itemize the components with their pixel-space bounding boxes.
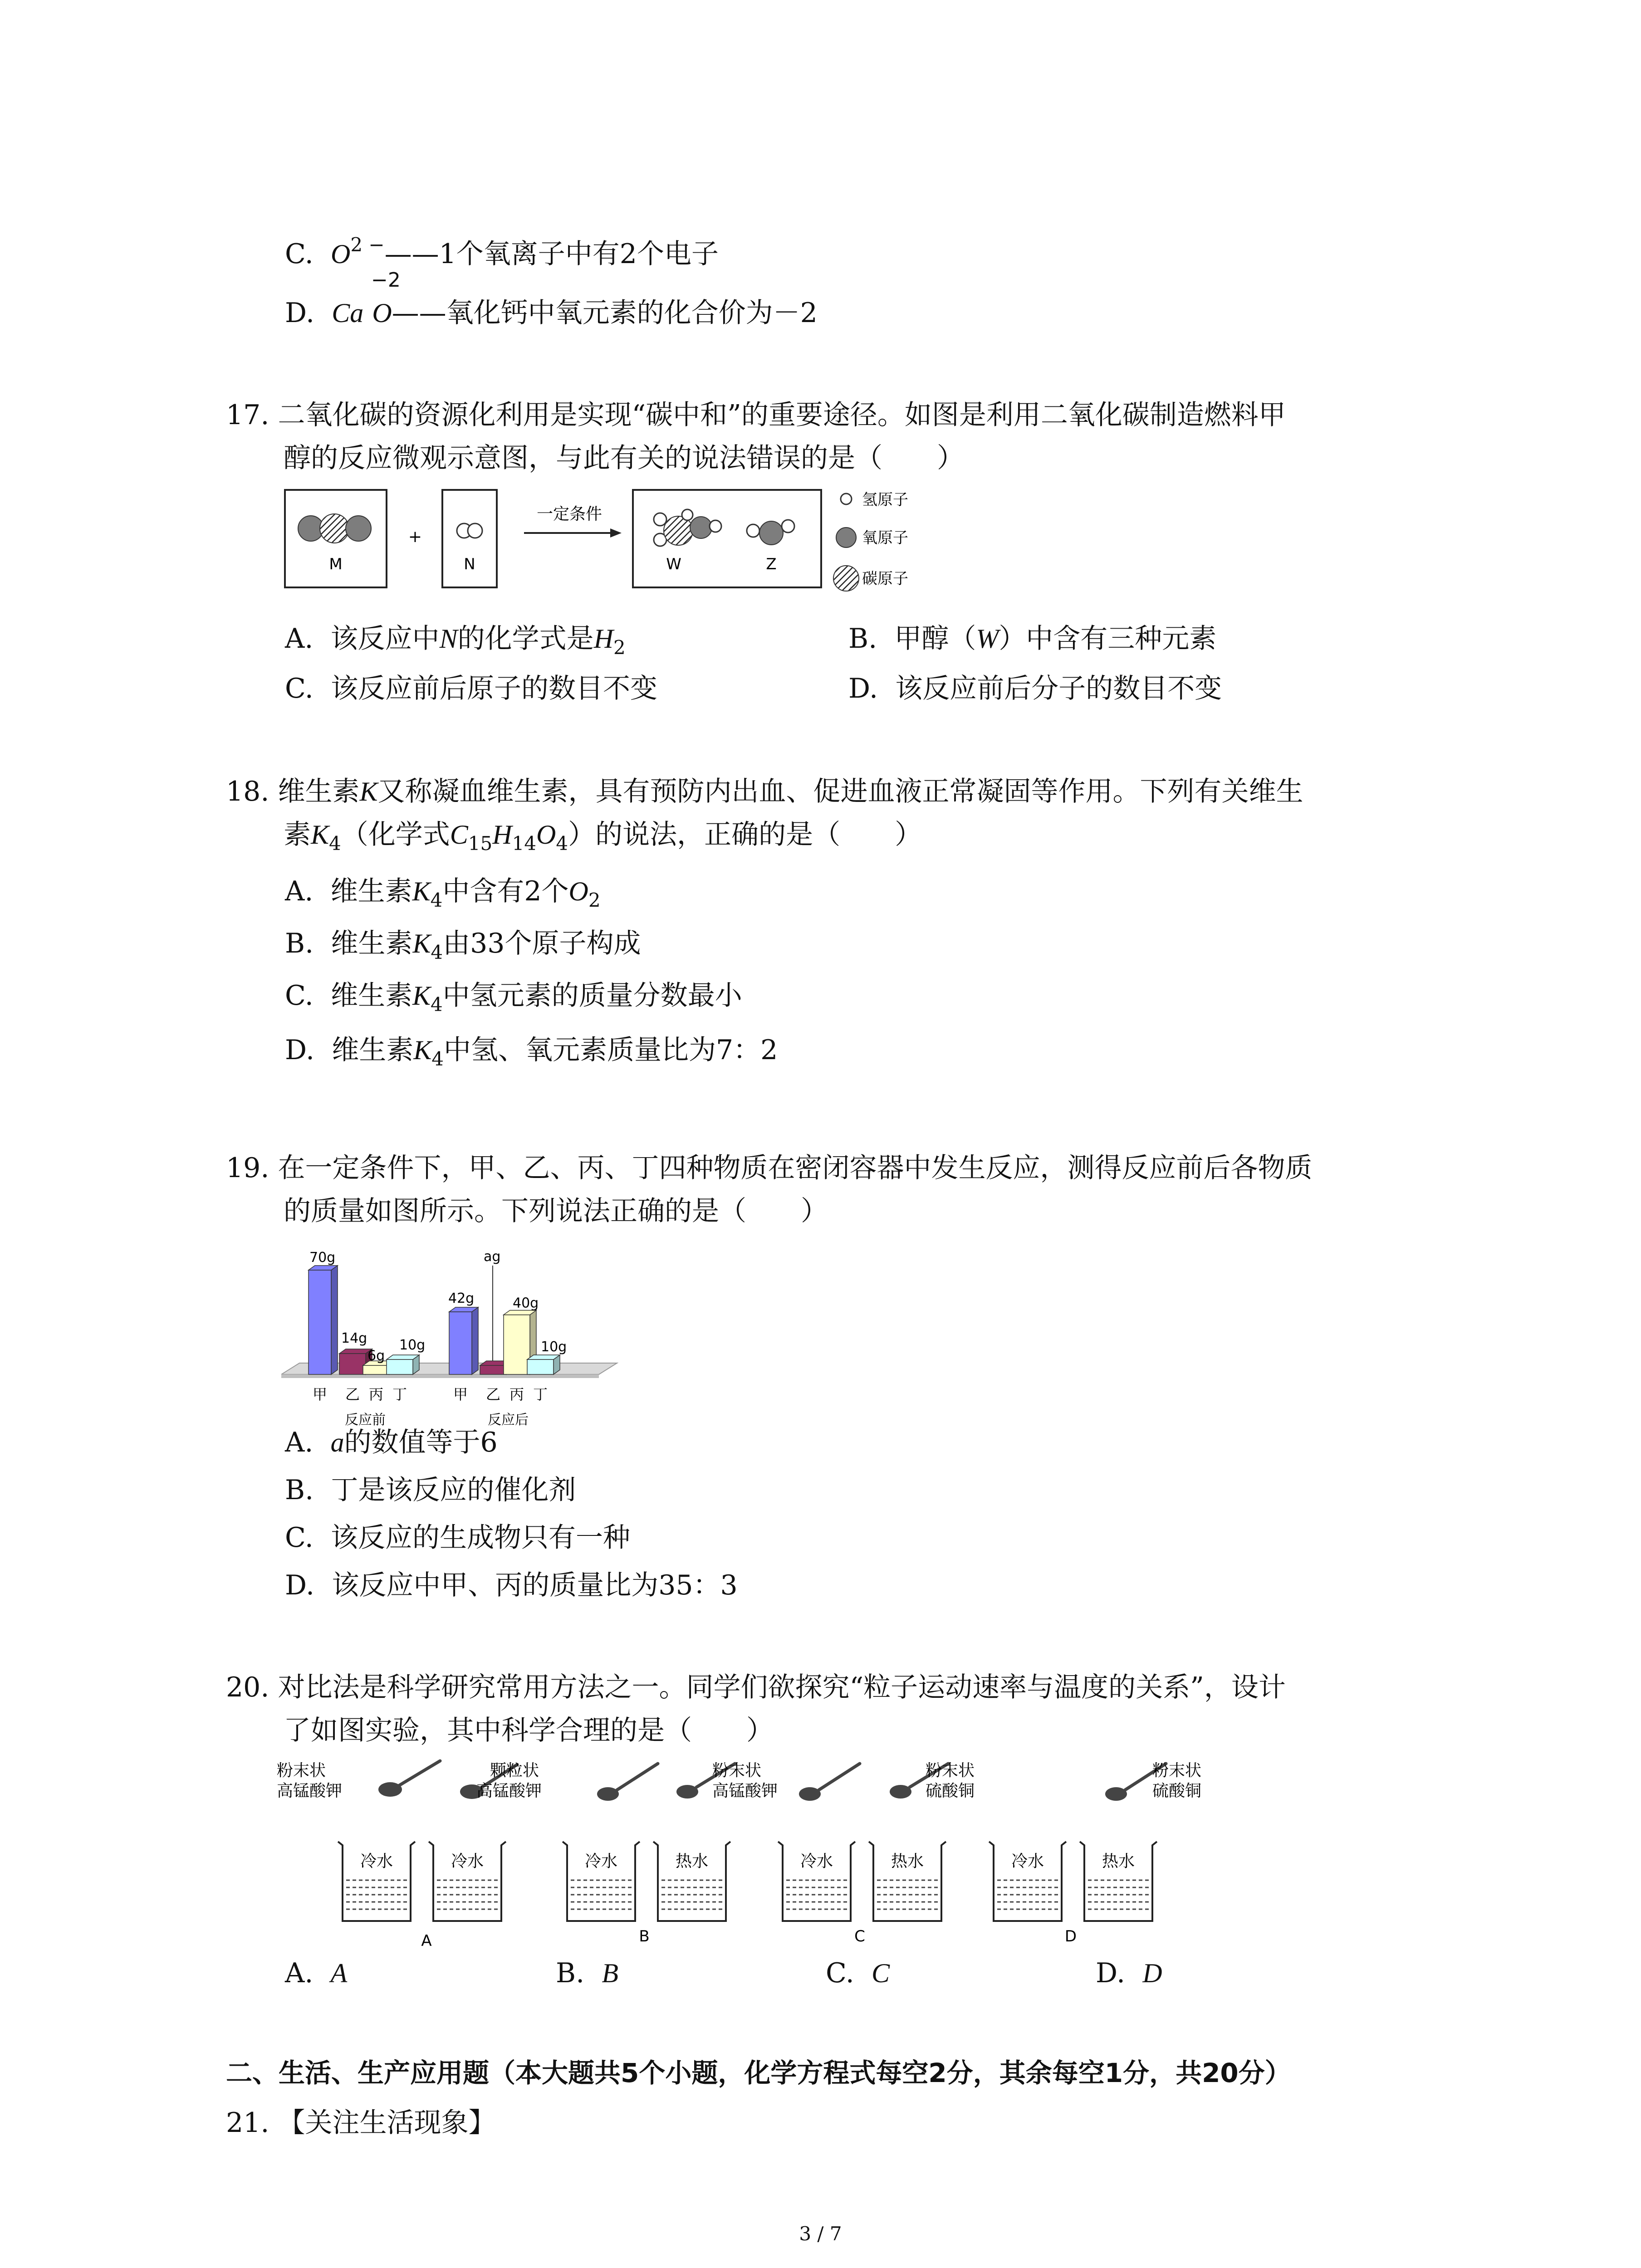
hydrogen-atom	[747, 524, 759, 537]
q19-option-d: D. 该反应中甲、丙的质量比为35：3	[285, 1569, 738, 1601]
beaker	[653, 1842, 730, 1921]
bar-0-3	[387, 1355, 419, 1374]
group-letter-b: B	[639, 1927, 650, 1945]
beaker-label: 冷水	[584, 1852, 618, 1871]
q18-stem-line1: 18. 维生素K又称凝血维生素，具有预防内出血、促进血液正常凝固等作用。下列有关维生	[226, 776, 1303, 807]
bar-value-label: 40g	[513, 1295, 539, 1311]
q16-option-c: C. $O^{2 -}——1$个氧离子中有2个电子	[285, 234, 719, 270]
spoon-label-line1: 粉末状	[926, 1761, 975, 1780]
oxygen-atom	[690, 517, 712, 538]
q17-option-a: A. 该反应中N的化学式是$H_2$	[285, 623, 626, 659]
q20-option-b: B. B	[556, 1957, 618, 1989]
group-label-after: 反应后	[488, 1412, 529, 1428]
hydrogen-atom	[682, 509, 693, 520]
q20-option-d: D. D	[1096, 1957, 1162, 1989]
q17-stem-line1: 17. 二氧化碳的资源化利用是实现“碳中和”的重要途径。如图是利用二氧化碳制造燃料甲	[226, 399, 1286, 431]
q19-stem-line1: 19. 在一定条件下，甲、乙、丙、丁四种物质在密闭容器中发生反应，测得反应前后各物质	[226, 1152, 1313, 1184]
spoon-label-line1: 粉末状	[277, 1761, 326, 1780]
q17-option-c: C. 该反应前后原子的数目不变	[285, 673, 657, 704]
q19-option-c: C. 该反应的生成物只有一种	[285, 1522, 630, 1554]
chart-floor-edge	[281, 1374, 599, 1378]
condition-text: 一定条件	[536, 505, 603, 523]
beaker	[429, 1842, 506, 1921]
q18-stem-line2: 素$K_4$（化学式$C_{15}H_{14}O_4$）的说法，正确的是（ ）	[284, 819, 922, 855]
beaker-label: 冷水	[1011, 1852, 1044, 1871]
spoon-label-line1: 粉末状	[712, 1761, 762, 1780]
spoon-label-line2: 高锰酸钾	[476, 1782, 542, 1800]
hydrogen-atom	[654, 513, 666, 526]
group-label-before: 反应前	[345, 1412, 386, 1428]
legend-carbon-icon	[833, 566, 859, 591]
page-number: 3 / 7	[799, 2223, 842, 2245]
beaker-label: 热水	[1102, 1852, 1135, 1871]
q18-option-a: A. 维生素$K_4$中含有2个$O_2$	[285, 875, 601, 911]
bar-value-label: 14g	[341, 1330, 367, 1346]
q20-stem-line1: 20. 对比法是科学研究常用方法之一。同学们欲探究“粒子运动速率与温度的关系”，设计	[226, 1672, 1286, 1703]
legend-carbon: 碳原子	[862, 570, 908, 588]
q16-valence-mark: −2	[371, 269, 401, 292]
oxygen-atom	[759, 521, 783, 545]
category-label: 乙	[485, 1386, 501, 1403]
label-n: N	[464, 555, 475, 573]
category-label: 丙	[368, 1386, 384, 1403]
bar-value-label: ag	[484, 1249, 501, 1265]
experiment-figure	[277, 1755, 1248, 1955]
bar-value-label: 70g	[309, 1250, 336, 1266]
spoon-label-line2: 高锰酸钾	[277, 1782, 343, 1800]
group-letter-d: D	[1064, 1927, 1077, 1945]
q17-stem-line2: 醇的反应微观示意图，与此有关的说法错误的是（ ）	[284, 442, 964, 474]
beaker	[869, 1842, 946, 1921]
oxygen-atom	[346, 516, 371, 541]
q20-option-a: A. A	[285, 1957, 348, 1989]
beaker	[1080, 1842, 1157, 1921]
bar-0-0	[309, 1266, 338, 1374]
spoon-b	[460, 1761, 658, 1801]
carbon-atom	[320, 514, 349, 543]
bar-value-label: 10g	[541, 1339, 567, 1355]
beaker-label: 冷水	[451, 1852, 484, 1871]
reaction-diagram	[284, 488, 964, 615]
plus-sign: +	[408, 528, 422, 546]
beaker-label: 热水	[675, 1852, 709, 1871]
category-label: 乙	[345, 1386, 360, 1403]
legend-oxygen: 氧原子	[862, 529, 908, 547]
bar-1-3	[527, 1355, 560, 1374]
hydrogen-atom	[710, 520, 721, 532]
spoon-label-line2: 硫酸铜	[1152, 1782, 1202, 1800]
group-letter-c: C	[854, 1927, 865, 1945]
q21-stem: 21. 【关注生活现象】	[226, 2107, 496, 2139]
hydrogen-atom	[468, 523, 482, 538]
q17-option-b: B. 甲醇（W）中含有三种元素	[848, 623, 1217, 655]
q18-option-d: D. 维生素$K_4$中氢、氧元素质量比为7：2	[285, 1034, 778, 1070]
beaker	[563, 1842, 640, 1921]
beaker	[778, 1842, 855, 1921]
category-label: 丁	[533, 1386, 548, 1403]
category-label: 甲	[312, 1386, 328, 1403]
q19-stem-line2: 的质量如图所示。下列说法正确的是（ ）	[284, 1195, 828, 1227]
q17-option-d: D. 该反应前后分子的数目不变	[848, 673, 1222, 704]
mass-bar-chart	[281, 1243, 626, 1429]
bar-value-label: 6g	[367, 1348, 385, 1364]
spoon-icon	[1105, 1787, 1127, 1801]
hydrogen-atom	[782, 520, 794, 533]
legend-hydrogen-icon	[841, 494, 852, 504]
beaker	[338, 1842, 415, 1921]
q19-option-a: A. a的数值等于6	[285, 1427, 498, 1458]
beaker-label: 冷水	[360, 1852, 393, 1871]
q20-option-c: C. C	[826, 1957, 890, 1989]
spoon-label-line1: 颗粒状	[490, 1761, 539, 1780]
bar-value-label: 10g	[399, 1337, 426, 1354]
group-letter-a: A	[421, 1932, 432, 1950]
beaker-label: 冷水	[800, 1852, 833, 1871]
q18-option-c: C. 维生素$K_4$中氢元素的质量分数最小	[285, 980, 742, 1016]
spoon-icon	[597, 1787, 619, 1801]
spoon-a	[277, 1761, 440, 1800]
legend-oxygen-icon	[836, 528, 856, 547]
spoon-d	[890, 1761, 1201, 1801]
legend-hydrogen: 氢原子	[862, 491, 908, 509]
section-heading: 二、生活、生产应用题（本大题共5个小题，化学方程式每空2分，其余每空1分，共20分）	[226, 2058, 1291, 2088]
q20-stem-line2: 了如图实验，其中科学合理的是（ ）	[284, 1715, 774, 1746]
spoon-label-line2: 硫酸铜	[926, 1782, 975, 1800]
category-label: 甲	[453, 1386, 468, 1403]
label-z: Z	[766, 555, 777, 573]
q19-option-b: B. 丁是该反应的催化剂	[285, 1474, 576, 1506]
label-w: W	[666, 555, 681, 573]
category-label: 丙	[509, 1386, 524, 1403]
category-label: 丁	[392, 1386, 407, 1403]
bar-value-label: 42g	[448, 1290, 475, 1306]
spoon-icon	[799, 1787, 821, 1801]
beaker-label: 热水	[891, 1852, 924, 1871]
spoon-label-line2: 高锰酸钾	[712, 1782, 778, 1800]
spoon-c	[676, 1761, 860, 1801]
q16-option-d: D. Ca O——氧化钙中氧元素的化合价为－2	[285, 297, 818, 329]
bar-1-0	[449, 1307, 478, 1374]
label-m: M	[329, 555, 343, 573]
q18-option-b: B. 维生素$K_4$由33个原子构成	[285, 928, 641, 963]
spoon-label-line1: 粉末状	[1152, 1761, 1202, 1780]
beaker	[989, 1842, 1066, 1921]
